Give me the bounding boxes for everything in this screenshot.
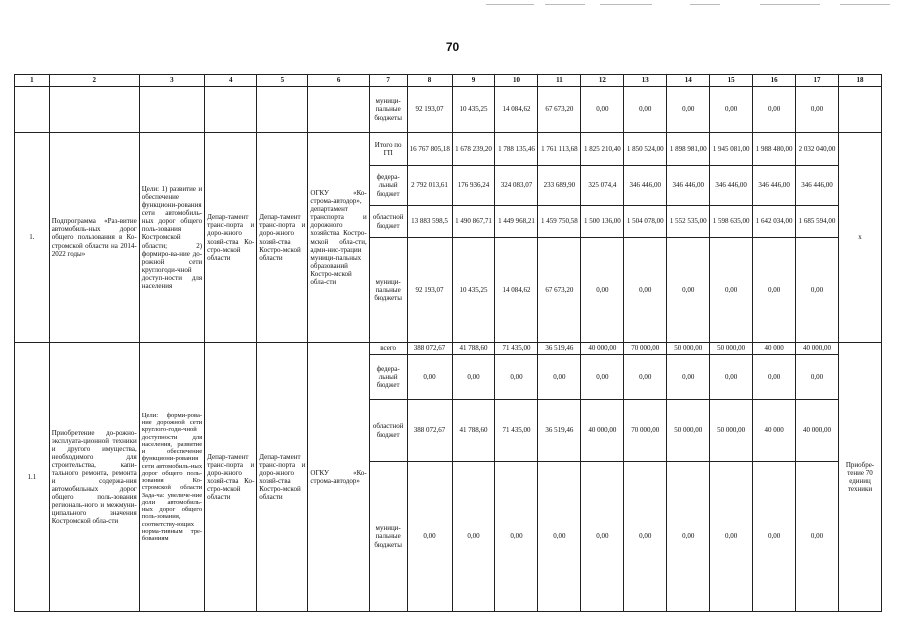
amount-cell: 0,00	[796, 462, 839, 612]
activity-name: Приобретение до-рожно-эксплуата-ционной техники и другого имущества, необходимого для строительства, капи-тального ремонта, ремонта и содержа-ния автомобильных дорог общего поль-зования региональ-ного и межмуни-ципального значения Костромской обла-сти	[49, 343, 139, 612]
scan-artifact-line	[600, 4, 652, 5]
amount-cell: 50 000,00	[667, 400, 710, 462]
amount-cell: 70 000,00	[624, 343, 667, 355]
amount-cell: 40 000,00	[796, 343, 839, 355]
amount-cell: 40 000	[753, 400, 796, 462]
amount-cell: 1 598 635,00	[710, 206, 753, 238]
funding-source: всего	[369, 343, 407, 355]
amount-cell: 346 446,00	[667, 166, 710, 206]
empty-cell	[308, 87, 369, 133]
amount-cell: 14 084,62	[495, 87, 538, 133]
row-number: 1.1	[15, 343, 50, 612]
amount-cell: 14 084,62	[495, 238, 538, 343]
column-number: 9	[452, 75, 495, 87]
amount-cell: 1 459 750,58	[538, 206, 581, 238]
funding-source: федера-льный бюджет	[369, 166, 407, 206]
amount-cell: 0,00	[624, 355, 667, 400]
column-number: 13	[624, 75, 667, 87]
responsible-executor: Депар-тамент транс-порта и доро-жного хозяй-ства Ко-стро-мской области	[205, 133, 257, 343]
empty-cell	[49, 87, 139, 133]
amount-cell: 346 446,00	[796, 166, 839, 206]
amount-cell: 50 000,00	[667, 343, 710, 355]
amount-cell: 0,00	[796, 355, 839, 400]
amount-cell: 1 678 239,20	[452, 133, 495, 166]
column-number: 14	[667, 75, 710, 87]
amount-cell: 0,00	[667, 238, 710, 343]
amount-cell: 36 519,46	[538, 343, 581, 355]
amount-cell: 1 945 081,00	[710, 133, 753, 166]
amount-cell: 92 193,07	[407, 87, 452, 133]
expected-result: Приобре-тение 70 единиц техники	[838, 343, 881, 612]
funding-source: областной бюджет	[369, 206, 407, 238]
amount-cell: 41 788,60	[452, 400, 495, 462]
column-number: 8	[407, 75, 452, 87]
amount-cell: 50 000,00	[710, 343, 753, 355]
amount-cell: 2 032 040,00	[796, 133, 839, 166]
page-number: 70	[445, 40, 460, 54]
scan-artifact-line	[840, 4, 890, 5]
amount-cell: 1 825 210,40	[581, 133, 624, 166]
funding-source: областной бюджет	[369, 400, 407, 462]
amount-cell: 1 490 867,71	[452, 206, 495, 238]
amount-cell: 0,00	[538, 355, 581, 400]
amount-cell: 2 792 013,61	[407, 166, 452, 206]
amount-cell: 346 446,00	[753, 166, 796, 206]
amount-cell: 40 000	[753, 343, 796, 355]
amount-cell: 67 673,20	[538, 238, 581, 343]
scan-artifact-line	[690, 4, 720, 5]
column-number: 11	[538, 75, 581, 87]
amount-cell: 36 519,46	[538, 400, 581, 462]
funding-source: муници-пальные бюджеты	[369, 462, 407, 612]
amount-cell: 71 435,00	[495, 400, 538, 462]
amount-cell: 0,00	[710, 355, 753, 400]
column-number: 6	[308, 75, 369, 87]
column-number: 2	[49, 75, 139, 87]
funding-source: муници-пальные бюджеты	[369, 87, 407, 133]
amount-cell: 0,00	[581, 355, 624, 400]
participants: ОГКУ «Ко-строма-автодор», департамент транспорта и дорожного хозяйства Костро-мской обла-сти, адми-нис-трации муници-пальных образований Костро-мской обла-сти	[308, 133, 369, 343]
funding-source: муници-пальные бюджеты	[369, 238, 407, 343]
column-number: 12	[581, 75, 624, 87]
column-number-header-row	[15, 75, 882, 87]
carryover-row	[15, 87, 882, 133]
activity-goals: Цели: форми-рова-ние дорожной сети круглого-годи-чной доступности для населения, развитие и обеспечение функциони-рования сети автомобиль-ных дорог общего поль-зования Ко-стромской области Зада-ча: увеличе-ние доли автомобиль-ных дорог общего поль-зования, соответству-ющих норма-тивным тре-бованиям	[139, 343, 204, 612]
amount-cell: 1 850 524,00	[624, 133, 667, 166]
amount-cell: 0,00	[624, 87, 667, 133]
amount-cell: 13 883 598,5	[407, 206, 452, 238]
amount-cell: 0,00	[753, 238, 796, 343]
amount-cell: 50 000,00	[710, 400, 753, 462]
expected-result: x	[838, 133, 881, 343]
amount-cell: 0,00	[753, 87, 796, 133]
responsible-executor: Депар-тамент транс-порта и доро-жного хозяй-ства Ко-стро-мской области	[205, 343, 257, 612]
amount-cell: 1 449 968,21	[495, 206, 538, 238]
amount-cell: 0,00	[495, 355, 538, 400]
amount-cell: 0,00	[495, 462, 538, 612]
amount-cell: 0,00	[452, 462, 495, 612]
amount-cell: 0,00	[710, 462, 753, 612]
amount-cell: 324 083,07	[495, 166, 538, 206]
co-executor: Депар-тамент транс-порта и доро-жного хозяй-ства Костро-мской области	[257, 133, 308, 343]
amount-cell: 1 504 078,00	[624, 206, 667, 238]
amount-cell: 67 673,20	[538, 87, 581, 133]
amount-cell: 71 435,00	[495, 343, 538, 355]
column-number: 7	[369, 75, 407, 87]
amount-cell: 0,00	[667, 87, 710, 133]
activity-row-total	[15, 343, 882, 355]
amount-cell: 1 552 535,00	[667, 206, 710, 238]
column-number: 3	[139, 75, 204, 87]
amount-cell: 0,00	[581, 238, 624, 343]
amount-cell: 1 500 136,00	[581, 206, 624, 238]
subprogram-row-total	[15, 133, 882, 166]
column-number: 15	[710, 75, 753, 87]
empty-cell	[838, 87, 881, 133]
amount-cell: 0,00	[796, 87, 839, 133]
amount-cell: 0,00	[710, 87, 753, 133]
empty-cell	[139, 87, 204, 133]
amount-cell: 0,00	[753, 462, 796, 612]
participants: ОГКУ «Ко-строма-автодор»	[308, 343, 369, 612]
row-number: 1.	[15, 133, 50, 343]
amount-cell: 70 000,00	[624, 400, 667, 462]
amount-cell: 10 435,25	[452, 238, 495, 343]
amount-cell: 346 446,00	[710, 166, 753, 206]
co-executor: Депар-тамент транс-порта и доро-жного хозяй-ства Костро-мской области	[257, 343, 308, 612]
amount-cell: 388 072,67	[407, 343, 452, 355]
amount-cell: 0,00	[667, 462, 710, 612]
scan-artifact-line	[545, 4, 585, 5]
column-number: 18	[838, 75, 881, 87]
empty-cell	[205, 87, 257, 133]
scan-artifact-line	[486, 4, 534, 5]
subprogram-goals: Цели: 1) развитие и обеспечение функциони-рования сети автомобиль-ных дорог общего поль-зования Костромской области; 2) формиро-ва-ние до-рожной сети круглогоди-чной доступ-ности для населения	[139, 133, 204, 343]
empty-cell	[257, 87, 308, 133]
amount-cell: 233 689,90	[538, 166, 581, 206]
amount-cell: 1 761 113,68	[538, 133, 581, 166]
column-number: 10	[495, 75, 538, 87]
amount-cell: 0,00	[710, 238, 753, 343]
amount-cell: 0,00	[538, 462, 581, 612]
amount-cell: 40 000,00	[581, 400, 624, 462]
amount-cell: 0,00	[624, 462, 667, 612]
program-table	[14, 74, 882, 612]
amount-cell: 0,00	[581, 462, 624, 612]
amount-cell: 40 000,00	[796, 400, 839, 462]
amount-cell: 0,00	[796, 238, 839, 343]
amount-cell: 0,00	[407, 355, 452, 400]
amount-cell: 1 788 135,46	[495, 133, 538, 166]
column-number: 16	[753, 75, 796, 87]
empty-cell	[15, 87, 50, 133]
amount-cell: 0,00	[753, 355, 796, 400]
amount-cell: 41 788,60	[452, 343, 495, 355]
column-number: 1	[15, 75, 50, 87]
amount-cell: 1 898 981,00	[667, 133, 710, 166]
amount-cell: 1 988 480,00	[753, 133, 796, 166]
amount-cell: 0,00	[452, 355, 495, 400]
amount-cell: 16 767 805,18	[407, 133, 452, 166]
amount-cell: 388 072,67	[407, 400, 452, 462]
amount-cell: 1 685 594,00	[796, 206, 839, 238]
column-number: 17	[796, 75, 839, 87]
amount-cell: 325 074,4	[581, 166, 624, 206]
amount-cell: 92 193,07	[407, 238, 452, 343]
amount-cell: 0,00	[581, 87, 624, 133]
funding-source: Итого по ГП	[369, 133, 407, 166]
amount-cell: 40 000,00	[581, 343, 624, 355]
subprogram-name: Подпрограмма «Раз-витие автомобиль-ных дорог общего пользования в Ко-стромской области на 2014-2022 годы»	[49, 133, 139, 343]
column-number: 4	[205, 75, 257, 87]
column-number: 5	[257, 75, 308, 87]
amount-cell: 0,00	[407, 462, 452, 612]
amount-cell: 10 435,25	[452, 87, 495, 133]
amount-cell: 1 642 034,00	[753, 206, 796, 238]
funding-source: федера-льный бюджет	[369, 355, 407, 400]
amount-cell: 346 446,00	[624, 166, 667, 206]
amount-cell: 176 936,24	[452, 166, 495, 206]
scan-artifact-line	[760, 4, 820, 5]
amount-cell: 0,00	[667, 355, 710, 400]
amount-cell: 0,00	[624, 238, 667, 343]
